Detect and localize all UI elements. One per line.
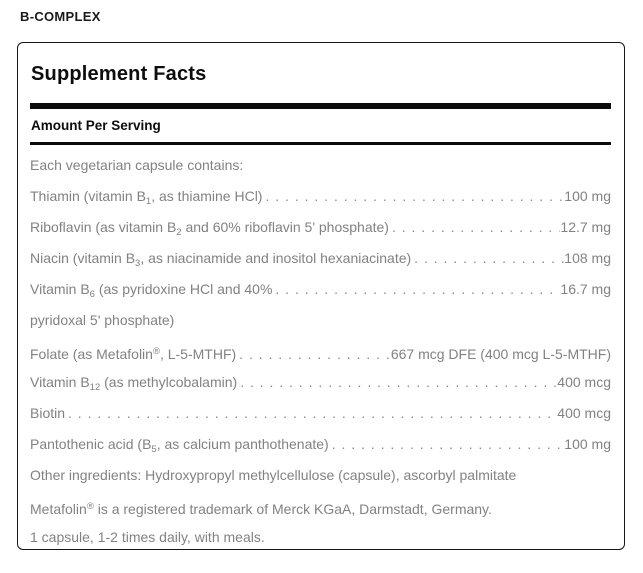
row-label: Biotin — [30, 405, 66, 421]
dot-leader — [65, 398, 557, 429]
row-label: Each vegetarian capsule contains: — [30, 157, 244, 173]
row-label: pyridoxal 5' phosphate) — [30, 312, 175, 328]
ingredient-rows — [30, 145, 611, 553]
dot-leader — [237, 367, 557, 398]
subscript: 3 — [135, 258, 141, 269]
ingredient-row — [30, 367, 611, 398]
dot-leader — [411, 243, 564, 274]
row-label: Vitamin $B_6$ (as pyridoxine HCl and 40% — [30, 281, 273, 300]
amount-per-serving-heading: Amount Per Serving — [31, 118, 161, 133]
row-amount: 16.7 mg — [560, 281, 611, 297]
subscript: 1 — [145, 196, 152, 207]
text-row — [30, 150, 611, 181]
dot-leader — [329, 429, 565, 460]
row-amount: 400 mcg — [557, 374, 611, 390]
dot-leader — [389, 212, 560, 243]
ingredient-row — [30, 398, 611, 429]
supplement-facts-panel — [17, 42, 625, 550]
row-label: Other ingredients: Hydroxypropyl methylcellulose (capsule), ascorbyl palmitate — [30, 467, 517, 483]
subscript: 2 — [176, 227, 182, 238]
row-label: Riboflavin (as vitamin $B_2$ and 60% riboflavin 5' phosphate) — [30, 219, 389, 238]
row-amount: 400 mcg — [557, 405, 611, 421]
ingredient-row — [30, 274, 611, 305]
row-label: Thiamin (vitamin $B_1$, as thiamine HCl) — [30, 188, 263, 207]
row-amount: 667 mcg DFE (400 mcg L-5-MTHF) — [390, 346, 611, 362]
row-amount: 100 mg — [564, 436, 611, 452]
subscript: 5 — [151, 444, 157, 455]
ingredient-row — [30, 243, 611, 274]
ingredient-row — [30, 336, 611, 367]
row-amount: 100 mg — [564, 188, 611, 204]
row-label: Vitamin $B_{12}$ (as methylcobalamin) — [30, 374, 238, 393]
superscript: ® — [86, 501, 94, 512]
ingredient-row — [30, 212, 611, 243]
subscript: 6 — [89, 289, 95, 300]
dot-leader — [262, 181, 564, 212]
row-label: Pantothenic acid ($B_5$, as calcium panthothenate) — [30, 436, 329, 455]
product-title: B-COMPLEX — [20, 9, 101, 24]
row-label: 1 capsule, 1-2 times daily, with meals. — [30, 529, 265, 545]
row-label: Folate (as Metafolin®, L-5-MTHF) — [30, 346, 237, 362]
superscript: ® — [152, 346, 160, 357]
subscript: 12 — [89, 382, 101, 393]
dot-leader — [236, 339, 391, 367]
text-row — [30, 522, 611, 553]
text-row — [30, 460, 611, 491]
ingredient-row-continuation — [30, 305, 611, 336]
ingredient-row — [30, 429, 611, 460]
row-label: Metafolin® is a registered trademark of Merck KGaA, Darmstadt, Germany. — [30, 501, 492, 517]
row-amount: 108 mg — [564, 250, 611, 266]
ingredient-row — [30, 181, 611, 212]
row-amount: 12.7 mg — [560, 219, 611, 235]
row-label: Niacin (vitamin $B_3$, as niacinamide and inositol hexaniacinate) — [30, 250, 412, 269]
panel-title: Supplement Facts — [31, 63, 207, 85]
text-row — [30, 491, 611, 522]
dot-leader — [272, 274, 560, 305]
